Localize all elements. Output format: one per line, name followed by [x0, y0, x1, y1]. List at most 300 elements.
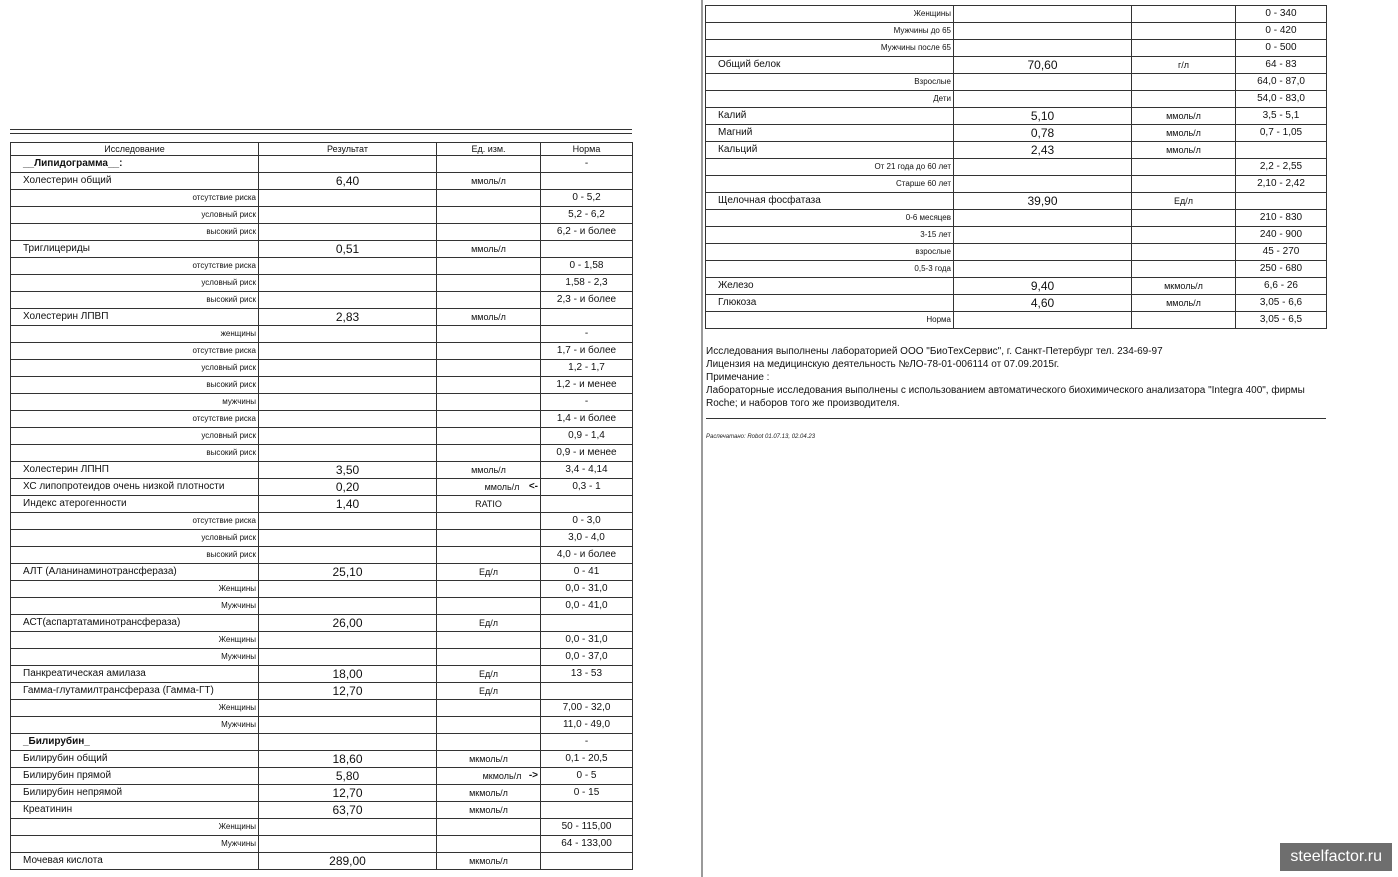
result-cell: [259, 258, 437, 275]
header-test: Исследование: [11, 143, 259, 156]
result-cell: [259, 428, 437, 445]
footer-note-text: Лабораторные исследования выполнены с использованием автоматического биохимического анализатора "Integra 400", фирмы Roche; и наборов того же производителя.: [706, 385, 1305, 409]
test-name-cell: Триглицериды: [11, 241, 259, 258]
top-rule-2: [10, 133, 632, 134]
unit-value: ммоль/л: [1166, 128, 1201, 138]
test-name-cell: Взрослые: [706, 74, 954, 91]
test-name-cell: условный риск: [11, 360, 259, 377]
norm-cell: 0 - 420: [1236, 23, 1327, 40]
result-cell: [259, 564, 437, 581]
unit-cell: [437, 258, 541, 275]
table-row: [11, 309, 633, 326]
table-row: [11, 326, 633, 343]
unit-cell: [437, 683, 541, 700]
test-name-cell: ХС липопротеидов очень низкой плотности: [11, 479, 259, 496]
test-name-cell: От 21 года до 60 лет: [706, 159, 954, 176]
unit-cell: [437, 768, 541, 785]
test-name-cell: Холестерин ЛПНП: [11, 462, 259, 479]
unit-cell: [437, 836, 541, 853]
table-row: [11, 836, 633, 853]
table-row: [11, 632, 633, 649]
norm-cell: 0 - 500: [1236, 40, 1327, 57]
result-value: 39,90: [1027, 194, 1058, 208]
unit-value: ммоль/л: [1166, 145, 1201, 155]
result-value: 18,60: [332, 752, 363, 766]
norm-cell: [541, 309, 633, 326]
result-cell: [259, 326, 437, 343]
result-value: 18,00: [332, 667, 363, 681]
unit-cell: [437, 224, 541, 241]
test-name-cell: Мочевая кислота: [11, 853, 259, 870]
table-row: [706, 244, 1327, 261]
unit-cell: [437, 190, 541, 207]
table-row: [11, 207, 633, 224]
unit-value: мкмоль/л: [469, 754, 508, 764]
test-name-cell: женщины: [11, 326, 259, 343]
result-cell: [259, 156, 437, 173]
footer-note-label: Примечание :: [706, 372, 770, 383]
result-cell: [954, 176, 1132, 193]
unit-value: мкмоль/л: [469, 788, 508, 798]
norm-cell: 210 - 830: [1236, 210, 1327, 227]
result-cell: [954, 142, 1132, 159]
unit-value: Ед/л: [478, 686, 498, 696]
norm-cell: [541, 496, 633, 513]
unit-cell: [1132, 108, 1236, 125]
test-name-cell: АСТ(аспартатаминотрансфераза): [11, 615, 259, 632]
unit-cell: [437, 496, 541, 513]
result-value: 3,50: [335, 463, 360, 477]
norm-cell: 0 - 5,2: [541, 190, 633, 207]
result-cell: [259, 207, 437, 224]
watermark: steelfactor.ru: [1280, 843, 1392, 871]
result-cell: [259, 598, 437, 615]
unit-cell: [1132, 125, 1236, 142]
unit-cell: [437, 292, 541, 309]
unit-value: г/л: [1177, 60, 1190, 70]
test-name-cell: отсутствие риска: [11, 411, 259, 428]
result-cell: [259, 343, 437, 360]
test-name-cell: Гамма-глутамилтрансфераза (Гамма-ГТ): [11, 683, 259, 700]
result-cell: [954, 74, 1132, 91]
unit-cell: [437, 581, 541, 598]
unit-cell: [1132, 142, 1236, 159]
test-name-cell: отсутствие риска: [11, 343, 259, 360]
unit-cell: [437, 326, 541, 343]
unit-cell: [437, 428, 541, 445]
result-cell: [259, 734, 437, 751]
table-row: [11, 700, 633, 717]
unit-cell: [437, 462, 541, 479]
result-cell: [259, 615, 437, 632]
norm-cell: [541, 853, 633, 870]
norm-cell: 3,05 - 6,5: [1236, 312, 1327, 329]
unit-value: ммоль/л: [1166, 298, 1201, 308]
table-row: [706, 210, 1327, 227]
test-name-cell: условный риск: [11, 207, 259, 224]
table-row: [706, 91, 1327, 108]
unit-value: ммоль/л: [471, 244, 506, 254]
unit-cell: [1132, 244, 1236, 261]
result-cell: [259, 700, 437, 717]
unit-cell: [437, 479, 541, 496]
norm-cell: -: [541, 734, 633, 751]
test-name-cell: Женщины: [11, 632, 259, 649]
table-row: [11, 547, 633, 564]
table-row: [11, 853, 633, 870]
result-cell: [954, 244, 1132, 261]
result-cell: [259, 768, 437, 785]
norm-cell: 0 - 340: [1236, 6, 1327, 23]
table-row: [11, 751, 633, 768]
norm-cell: 0,9 - и менее: [541, 445, 633, 462]
table-row: [706, 125, 1327, 142]
result-cell: [954, 278, 1132, 295]
norm-cell: 1,7 - и более: [541, 343, 633, 360]
result-value: 25,10: [332, 565, 363, 579]
table-row: [11, 785, 633, 802]
unit-cell: [437, 802, 541, 819]
result-cell: [259, 751, 437, 768]
table-row: [706, 261, 1327, 278]
test-name-cell: высокий риск: [11, 224, 259, 241]
norm-cell: [541, 241, 633, 258]
table-row: [11, 581, 633, 598]
test-name-cell: Дети: [706, 91, 954, 108]
table-row: [11, 411, 633, 428]
unit-cell: [437, 700, 541, 717]
table-row: [11, 224, 633, 241]
test-name-cell: Мужчины: [11, 836, 259, 853]
result-cell: [259, 292, 437, 309]
unit-value: мкмоль/л: [482, 771, 522, 781]
norm-cell: 250 - 680: [1236, 261, 1327, 278]
table-row: [11, 615, 633, 632]
unit-cell: [437, 360, 541, 377]
unit-cell: [1132, 295, 1236, 312]
test-name-cell: Билирубин прямой: [11, 768, 259, 785]
table-row: [706, 295, 1327, 312]
table-row: [11, 445, 633, 462]
norm-cell: 3,5 - 5,1: [1236, 108, 1327, 125]
test-name-cell: 3-15 лет: [706, 227, 954, 244]
norm-cell: 45 - 270: [1236, 244, 1327, 261]
table-row: [11, 734, 633, 751]
test-name-cell: высокий риск: [11, 377, 259, 394]
test-name-cell: __Липидограмма__:: [11, 156, 259, 173]
unit-cell: [1132, 74, 1236, 91]
norm-cell: 3,05 - 6,6: [1236, 295, 1327, 312]
result-value: 0,78: [1030, 126, 1055, 140]
table-header-row: [11, 143, 633, 156]
norm-cell: 11,0 - 49,0: [541, 717, 633, 734]
table-row: [11, 666, 633, 683]
norm-cell: [541, 173, 633, 190]
test-name-cell: условный риск: [11, 530, 259, 547]
result-cell: [259, 513, 437, 530]
unit-cell: [437, 666, 541, 683]
norm-cell: [1236, 142, 1327, 159]
table-row: [706, 23, 1327, 40]
norm-cell: 0,1 - 20,5: [541, 751, 633, 768]
norm-cell: 4,0 - и более: [541, 547, 633, 564]
unit-cell: [437, 309, 541, 326]
table-row: [11, 173, 633, 190]
test-name-cell: Мужчины: [11, 649, 259, 666]
result-cell: [259, 632, 437, 649]
unit-cell: [437, 649, 541, 666]
test-name-cell: высокий риск: [11, 547, 259, 564]
norm-cell: 7,00 - 32,0: [541, 700, 633, 717]
header-unit: Ед. изм.: [437, 143, 541, 156]
test-name-cell: Мужчины: [11, 717, 259, 734]
unit-value: ммоль/л: [1166, 111, 1201, 121]
norm-cell: 0,9 - 1,4: [541, 428, 633, 445]
norm-cell: 6,6 - 26: [1236, 278, 1327, 295]
result-cell: [259, 666, 437, 683]
result-cell: [259, 241, 437, 258]
test-name-cell: Женщины: [706, 6, 954, 23]
table-row: [706, 312, 1327, 329]
result-cell: [259, 785, 437, 802]
norm-cell: 1,4 - и более: [541, 411, 633, 428]
table-row: [11, 360, 633, 377]
result-cell: [259, 309, 437, 326]
test-name-cell: взрослые: [706, 244, 954, 261]
norm-cell: 54,0 - 83,0: [1236, 91, 1327, 108]
norm-cell: 0 - 41: [541, 564, 633, 581]
test-name-cell: Железо: [706, 278, 954, 295]
result-cell: [259, 853, 437, 870]
unit-cell: [437, 717, 541, 734]
unit-cell: [437, 445, 541, 462]
result-value: 289,00: [329, 854, 366, 868]
unit-cell: [437, 343, 541, 360]
table-row: [706, 227, 1327, 244]
results-table-left: [10, 142, 633, 870]
unit-value: мкмоль/л: [469, 856, 508, 866]
result-value: 6,40: [335, 174, 360, 188]
result-cell: [259, 275, 437, 292]
test-name-cell: Магний: [706, 125, 954, 142]
table-row: [11, 292, 633, 309]
result-cell: [259, 360, 437, 377]
table-row: [706, 176, 1327, 193]
table-row: [11, 683, 633, 700]
table-row: [11, 156, 633, 173]
table-row: [706, 159, 1327, 176]
unit-cell: [437, 530, 541, 547]
test-name-cell: Билирубин непрямой: [11, 785, 259, 802]
unit-cell: [437, 156, 541, 173]
norm-cell: 0 - 3,0: [541, 513, 633, 530]
result-cell: [259, 394, 437, 411]
norm-cell: -: [541, 394, 633, 411]
result-cell: [259, 496, 437, 513]
unit-cell: [437, 173, 541, 190]
test-name-cell: 0,5-3 года: [706, 261, 954, 278]
result-cell: [259, 530, 437, 547]
test-name-cell: Мужчины: [11, 598, 259, 615]
unit-value: ммоль/л: [471, 312, 506, 322]
unit-cell: [1132, 23, 1236, 40]
norm-cell: 0,0 - 37,0: [541, 649, 633, 666]
table-row: [11, 530, 633, 547]
norm-cell: 64 - 83: [1236, 57, 1327, 74]
norm-cell: 1,2 - и менее: [541, 377, 633, 394]
unit-cell: [1132, 6, 1236, 23]
test-name-cell: АЛТ (Аланинаминотрансфераза): [11, 564, 259, 581]
result-value: 2,43: [1030, 143, 1055, 157]
table-row: [11, 258, 633, 275]
result-value: 12,70: [332, 684, 363, 698]
out-of-range-flag: <-: [528, 481, 538, 492]
result-cell: [954, 40, 1132, 57]
norm-cell: 5,2 - 6,2: [541, 207, 633, 224]
result-value: 63,70: [332, 803, 363, 817]
table-row: [706, 6, 1327, 23]
unit-value: ммоль/л: [484, 482, 520, 492]
norm-cell: [541, 802, 633, 819]
lab-footer: [706, 345, 1326, 410]
test-name-cell: Индекс атерогенности: [11, 496, 259, 513]
test-name-cell: условный риск: [11, 275, 259, 292]
norm-cell: -: [541, 156, 633, 173]
result-cell: [954, 312, 1132, 329]
out-of-range-flag: ->: [528, 770, 538, 781]
test-name-cell: высокий риск: [11, 292, 259, 309]
unit-cell: [437, 632, 541, 649]
result-value: 12,70: [332, 786, 363, 800]
footer-rule: [706, 418, 1326, 419]
norm-cell: 1,2 - 1,7: [541, 360, 633, 377]
table-row: [11, 802, 633, 819]
result-cell: [259, 836, 437, 853]
unit-cell: [437, 564, 541, 581]
result-cell: [954, 295, 1132, 312]
unit-cell: [1132, 210, 1236, 227]
test-name-cell: Билирубин общий: [11, 751, 259, 768]
unit-cell: [1132, 176, 1236, 193]
result-cell: [954, 261, 1132, 278]
norm-cell: [1236, 193, 1327, 210]
unit-cell: [1132, 159, 1236, 176]
table-row: [11, 275, 633, 292]
results-table-right: [705, 5, 1327, 329]
result-cell: [259, 717, 437, 734]
norm-cell: 3,4 - 4,14: [541, 462, 633, 479]
norm-cell: 2,3 - и более: [541, 292, 633, 309]
result-cell: [954, 6, 1132, 23]
unit-cell: [437, 394, 541, 411]
norm-cell: 64,0 - 87,0: [1236, 74, 1327, 91]
norm-cell: 0 - 1,58: [541, 258, 633, 275]
unit-value: Ед/л: [478, 669, 498, 679]
norm-cell: 50 - 115,00: [541, 819, 633, 836]
page-divider: [701, 0, 703, 877]
unit-cell: [437, 598, 541, 615]
unit-cell: [437, 615, 541, 632]
norm-cell: 0 - 5: [541, 768, 633, 785]
table-row: [706, 40, 1327, 57]
test-name-cell: Женщины: [11, 819, 259, 836]
norm-cell: 13 - 53: [541, 666, 633, 683]
results-table-left-body: [11, 143, 633, 870]
test-name-cell: мужчины: [11, 394, 259, 411]
norm-cell: 2,10 - 2,42: [1236, 176, 1327, 193]
result-cell: [954, 210, 1132, 227]
unit-cell: [437, 411, 541, 428]
test-name-cell: Женщины: [11, 581, 259, 598]
unit-value: мкмоль/л: [469, 805, 508, 815]
norm-cell: 0,0 - 31,0: [541, 581, 633, 598]
result-value: 9,40: [1030, 279, 1055, 293]
result-cell: [259, 445, 437, 462]
result-cell: [259, 802, 437, 819]
top-rule: [10, 129, 632, 130]
norm-cell: 0 - 15: [541, 785, 633, 802]
unit-cell: [437, 853, 541, 870]
result-cell: [954, 193, 1132, 210]
norm-cell: 0,0 - 41,0: [541, 598, 633, 615]
unit-value: Ед/л: [478, 618, 498, 628]
norm-cell: 1,58 - 2,3: [541, 275, 633, 292]
result-cell: [259, 173, 437, 190]
result-value: 26,00: [332, 616, 363, 630]
table-row: [11, 598, 633, 615]
result-cell: [259, 819, 437, 836]
table-row: [706, 193, 1327, 210]
unit-cell: [437, 241, 541, 258]
result-value: 0,20: [335, 480, 360, 494]
result-cell: [259, 462, 437, 479]
norm-cell: 6,2 - и более: [541, 224, 633, 241]
test-name-cell: Мужчины после 65: [706, 40, 954, 57]
unit-cell: [437, 819, 541, 836]
table-row: [11, 394, 633, 411]
print-signature: Распечатано: Robot 01.07.13, 02.04.23: [706, 434, 816, 440]
table-row: [11, 462, 633, 479]
table-row: [11, 768, 633, 785]
unit-cell: [437, 785, 541, 802]
table-row: [11, 564, 633, 581]
unit-cell: [1132, 57, 1236, 74]
unit-cell: [437, 513, 541, 530]
norm-cell: 0,3 - 1: [541, 479, 633, 496]
unit-value: RATIO: [475, 499, 502, 509]
unit-cell: [1132, 227, 1236, 244]
test-name-cell: Щелочная фосфатаза: [706, 193, 954, 210]
unit-value: ммоль/л: [471, 176, 506, 186]
test-name-cell: Женщины: [11, 700, 259, 717]
result-value: 5,10: [1030, 109, 1055, 123]
table-row: [11, 190, 633, 207]
norm-cell: [541, 683, 633, 700]
norm-cell: 240 - 900: [1236, 227, 1327, 244]
norm-cell: 0,7 - 1,05: [1236, 125, 1327, 142]
result-value: 4,60: [1030, 296, 1055, 310]
result-cell: [954, 159, 1132, 176]
test-name-cell: высокий риск: [11, 445, 259, 462]
result-cell: [259, 224, 437, 241]
result-value: 0,51: [335, 242, 360, 256]
test-name-cell: 0-6 месяцев: [706, 210, 954, 227]
test-name-cell: Калий: [706, 108, 954, 125]
table-row: [11, 819, 633, 836]
result-cell: [259, 479, 437, 496]
result-cell: [259, 377, 437, 394]
test-name-cell: отсутствие риска: [11, 513, 259, 530]
